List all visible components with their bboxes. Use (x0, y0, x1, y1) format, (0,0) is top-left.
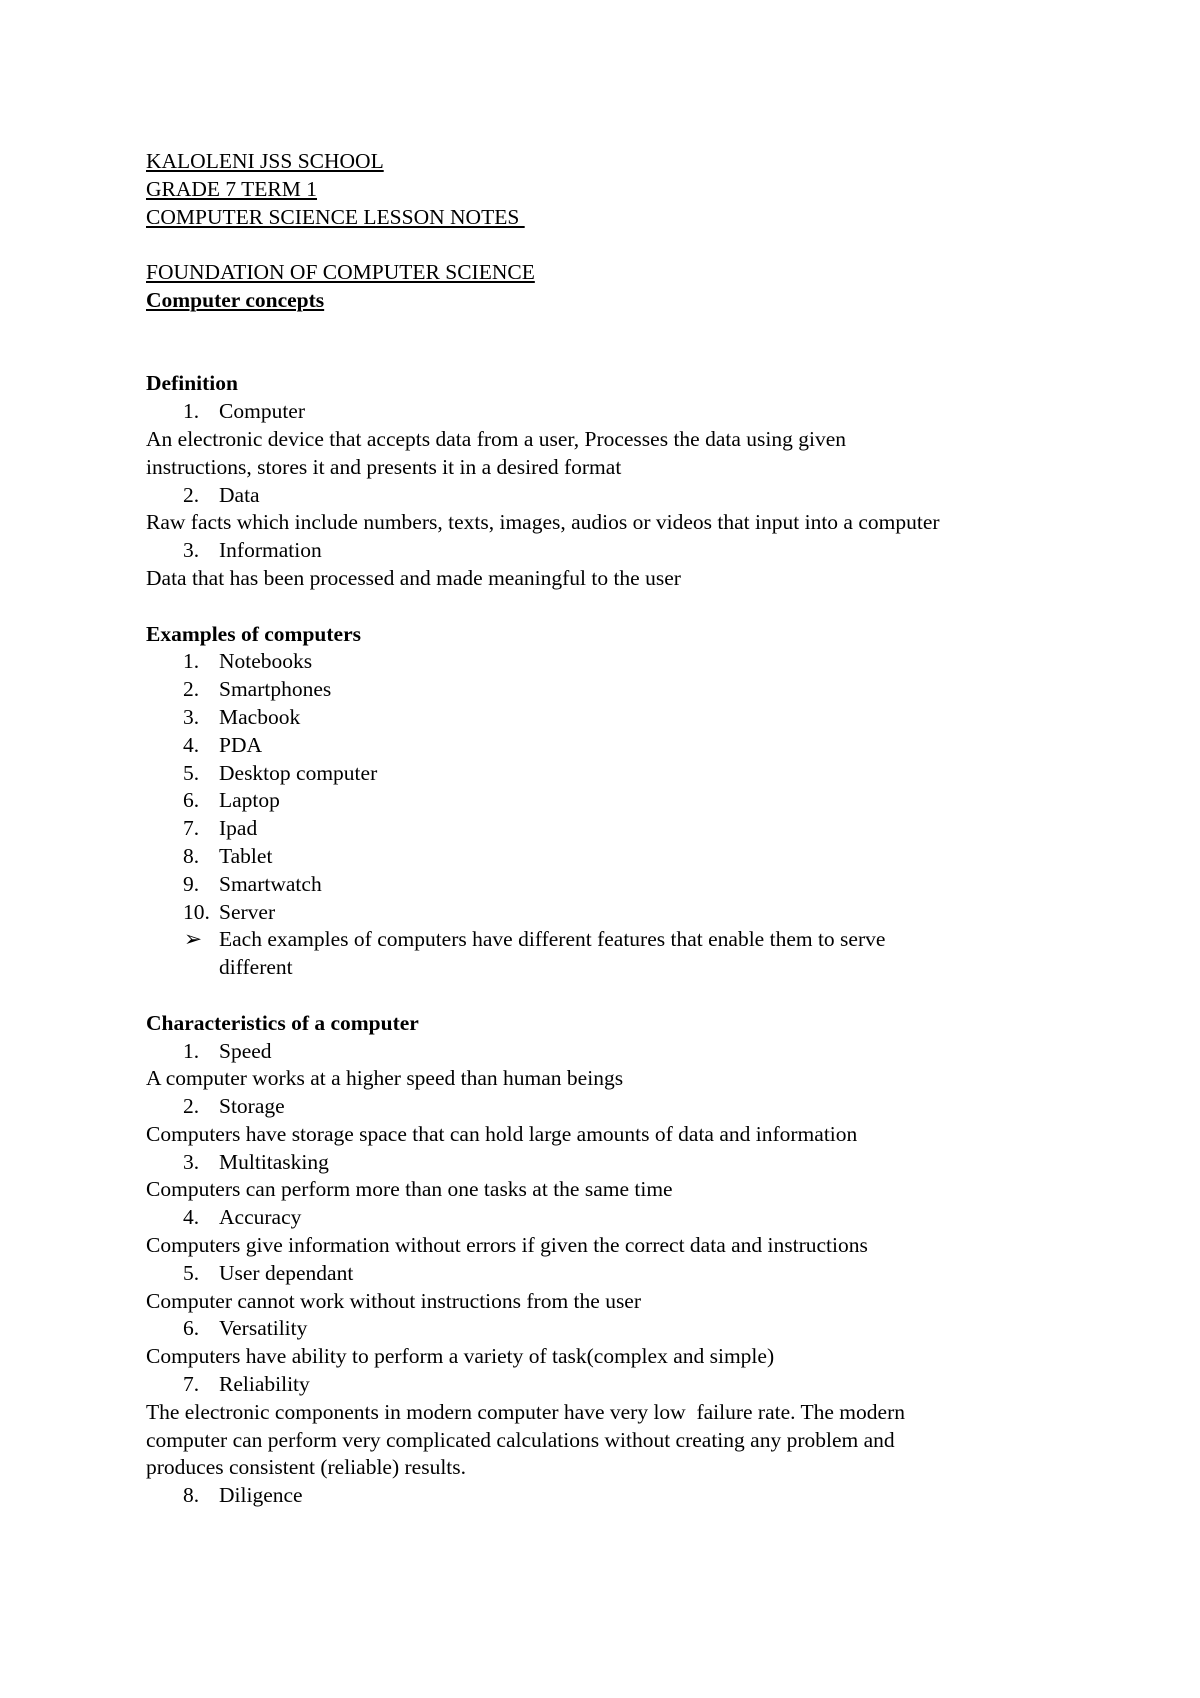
definition-text: Data that has been processed and made meaningful to the user (146, 565, 681, 590)
example-label: Server (219, 899, 276, 924)
characteristic-term: Multitasking (219, 1149, 329, 1174)
characteristic-term: Storage (219, 1094, 285, 1119)
definition-item (146, 537, 1066, 565)
list-number: 7. (183, 816, 200, 841)
list-number: 3. (183, 704, 200, 729)
list-number: 4. (183, 1205, 200, 1230)
example-label: Laptop (219, 788, 280, 813)
list-number: 6. (183, 1316, 200, 1341)
characteristics-heading: Characteristics of a computer (146, 1010, 419, 1035)
arrow-bullet-icon: ➢ (184, 927, 203, 952)
characteristic-text: The electronic components in modern computer have very low failure rate. The modern (146, 1399, 905, 1424)
document-page (146, 148, 1066, 1510)
list-item (146, 704, 1066, 732)
topic-heading: FOUNDATION OF COMPUTER SCIENCE (146, 260, 535, 285)
bullet-note (146, 926, 1066, 982)
list-number: 1. (183, 649, 200, 674)
characteristic-term: Versatility (219, 1316, 308, 1341)
list-number: 9. (183, 871, 200, 896)
definition-term: Information (219, 538, 322, 563)
definition-text: instructions, stores it and presents it in a desired format (146, 454, 622, 479)
list-number: 4. (183, 732, 200, 757)
list-number: 2. (183, 482, 200, 507)
list-number: 8. (183, 1483, 200, 1508)
definition-term: Data (219, 482, 260, 507)
note-text: Each examples of computers have different features that enable them to serve (219, 927, 886, 952)
example-label: Macbook (219, 704, 301, 729)
list-item (146, 899, 1066, 927)
definition-text: Raw facts which include numbers, texts, images, audios or videos that input into a computer (146, 510, 940, 535)
example-label: PDA (219, 732, 263, 757)
list-number: 7. (183, 1372, 200, 1397)
list-number: 10. (183, 899, 210, 924)
characteristic-item (146, 1149, 1066, 1177)
list-number: 1. (183, 1038, 200, 1063)
subtopic-heading: Computer concepts (146, 287, 325, 312)
definition-heading: Definition (146, 371, 238, 396)
example-label: Smartwatch (219, 871, 322, 896)
characteristic-term: Accuracy (219, 1205, 302, 1230)
list-item (146, 843, 1066, 871)
characteristic-text: Computers give information without errors if given the correct data and instructions (146, 1233, 868, 1258)
characteristic-term: User dependant (219, 1260, 354, 1285)
characteristic-item (146, 1204, 1066, 1232)
characteristic-text: produces consistent (reliable) results. (146, 1455, 467, 1480)
list-item (146, 760, 1066, 788)
characteristic-item (146, 1038, 1066, 1066)
definition-term: Computer (219, 399, 305, 424)
characteristic-item (146, 1315, 1066, 1343)
characteristic-term: Speed (219, 1038, 272, 1063)
list-number: 5. (183, 1260, 200, 1285)
list-number: 1. (183, 399, 200, 424)
characteristic-text: A computer works at a higher speed than human beings (146, 1066, 624, 1091)
school-name: KALOLENI JSS SCHOOL (146, 149, 384, 173)
example-label: Smartphones (219, 677, 332, 702)
characteristic-text: Computer cannot work without instructions from the user (146, 1288, 642, 1313)
definition-item (146, 398, 1066, 426)
characteristic-item (146, 1482, 1066, 1510)
example-label: Ipad (219, 816, 258, 841)
example-label: Notebooks (219, 649, 313, 674)
definition-item (146, 482, 1066, 510)
list-item (146, 676, 1066, 704)
list-number: 8. (183, 843, 200, 868)
examples-heading: Examples of computers (146, 621, 361, 646)
characteristic-text: Computers can perform more than one tasks at the same time (146, 1177, 673, 1202)
list-item (146, 871, 1066, 899)
list-number: 2. (183, 677, 200, 702)
example-label: Desktop computer (219, 760, 378, 785)
characteristic-item (146, 1260, 1066, 1288)
list-number: 6. (183, 788, 200, 813)
characteristic-term: Reliability (219, 1372, 310, 1397)
characteristic-text: Computers have storage space that can hold large amounts of data and information (146, 1121, 858, 1146)
list-number: 3. (183, 1149, 200, 1174)
list-item (146, 815, 1066, 843)
example-label: Tablet (219, 843, 273, 868)
characteristic-item (146, 1093, 1066, 1121)
notes-title: COMPUTER SCIENCE LESSON NOTES (146, 204, 525, 229)
definition-text: An electronic device that accepts data from a user, Processes the data using given (146, 426, 847, 451)
list-number: 5. (183, 760, 200, 785)
list-item (146, 648, 1066, 676)
grade-term: GRADE 7 TERM 1 (146, 176, 318, 201)
characteristic-text: computer can perform very complicated calculations without creating any problem and (146, 1427, 895, 1452)
list-item (146, 787, 1066, 815)
list-item (146, 732, 1066, 760)
note-text: different (219, 955, 293, 980)
list-number: 2. (183, 1094, 200, 1119)
list-number: 3. (183, 538, 200, 563)
characteristic-item (146, 1371, 1066, 1399)
characteristic-term: Diligence (219, 1483, 303, 1508)
characteristic-text: Computers have ability to perform a variety of task(complex and simple) (146, 1344, 775, 1369)
